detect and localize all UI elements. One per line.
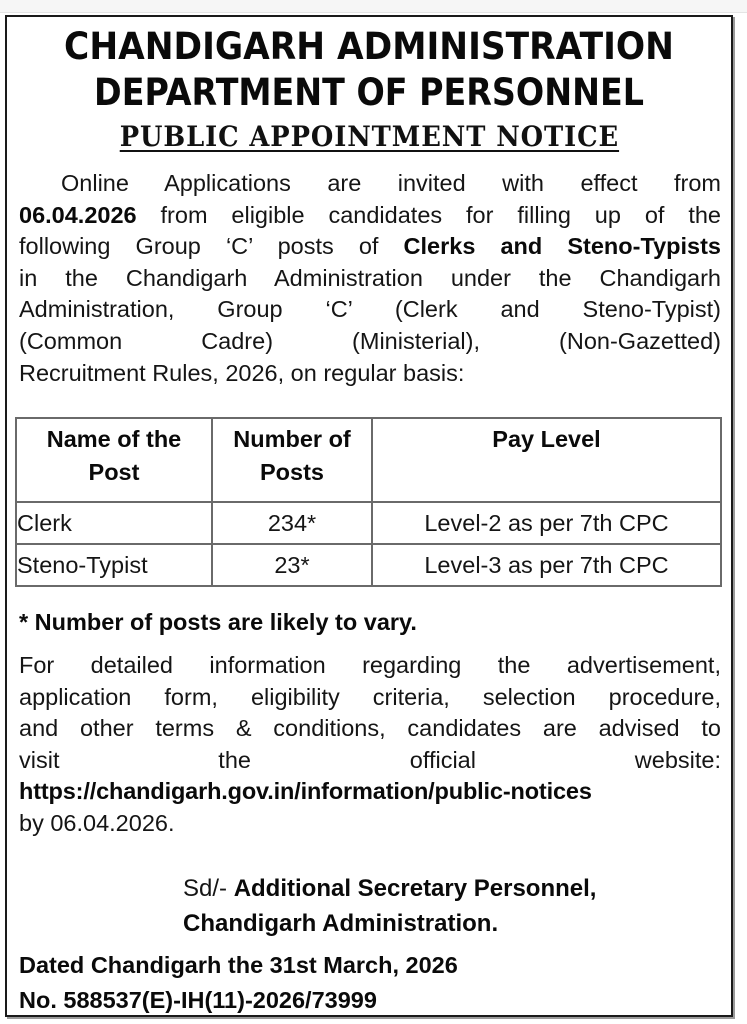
intro-line-6: (Common Cadre) (Ministerial), (Non-Gazetted) bbox=[19, 327, 721, 354]
intro-line-5: Administration, Group ‘C’ (Clerk and Steno-Typist) bbox=[19, 296, 721, 323]
details-paragraph bbox=[19, 650, 721, 840]
cell-post: Steno-Typist bbox=[16, 544, 212, 586]
cell-post: Clerk bbox=[16, 502, 212, 544]
dated-line: Dated Chandigarh the 31st March, 2026 bbox=[19, 952, 458, 978]
official-website-link[interactable]: https://chandigarh.gov.in/information/public-notices bbox=[19, 778, 592, 805]
footnote: * Number of posts are likely to vary. bbox=[19, 609, 417, 635]
cell-pay-level: Level-2 as per 7th CPC bbox=[372, 502, 721, 544]
intro-paragraph bbox=[19, 168, 721, 389]
header-post-name-l1: Name of the bbox=[46, 426, 182, 452]
header-number-l1: Number of bbox=[233, 426, 351, 452]
signature-prefix: Sd/- bbox=[183, 875, 234, 902]
header-organization: CHANDIGARH ADMINISTRATION bbox=[64, 25, 674, 68]
header-department: DEPARTMENT OF PERSONNEL bbox=[94, 71, 644, 114]
details-line-6: by 06.04.2026. bbox=[19, 809, 175, 836]
table-row bbox=[16, 544, 721, 586]
signature-line-1 bbox=[183, 875, 596, 903]
header-pay-level: Pay Level bbox=[372, 418, 721, 502]
intro-line-7: Recruitment Rules, 2026, on regular basis: bbox=[19, 359, 465, 386]
posts-highlight: Clerks and Steno-Typists bbox=[403, 233, 721, 260]
top-strip bbox=[0, 0, 747, 13]
header-post-name bbox=[16, 418, 212, 502]
notice-title-wrap bbox=[7, 120, 731, 153]
intro-line-2 bbox=[19, 200, 721, 232]
signatory-organization: Chandigarh Administration. bbox=[183, 910, 499, 937]
header-post-name-l2: Post bbox=[88, 459, 140, 485]
table-header-row bbox=[16, 418, 721, 502]
intro-text-3: following Group ‘C’ posts of bbox=[19, 233, 404, 260]
header-number-of-posts bbox=[212, 418, 372, 502]
intro-line-4: in the Chandigarh Administration under the Chandigarh bbox=[19, 264, 721, 291]
cell-pay-level: Level-3 as per 7th CPC bbox=[372, 544, 721, 586]
start-date: 06.04.2026 bbox=[19, 201, 137, 228]
table-row bbox=[16, 502, 721, 544]
details-line-3: and other terms & conditions, candidates are advised to bbox=[19, 715, 721, 742]
intro-text-2: from eligible candidates for filling up of the bbox=[136, 201, 721, 228]
notice-box bbox=[5, 15, 733, 1017]
cell-number: 23* bbox=[212, 544, 372, 586]
signatory-role: Additional Secretary Personnel, bbox=[233, 875, 597, 902]
details-line-4: visit the official website: bbox=[19, 746, 721, 773]
intro-text-1: Online Applications are invited with effect from bbox=[61, 170, 721, 196]
header-number-l2: Posts bbox=[260, 459, 324, 485]
posts-table bbox=[15, 417, 722, 587]
cell-number: 234* bbox=[212, 502, 372, 544]
intro-line-3 bbox=[19, 231, 721, 263]
reference-number: No. 588537(E)-IH(11)-2026/73999 bbox=[19, 987, 377, 1013]
details-line-2: application form, eligibility criteria, selection procedure, bbox=[19, 683, 721, 710]
details-line-1: For detailed information regarding the advertisement, bbox=[19, 652, 721, 678]
intro-line-1 bbox=[19, 168, 721, 200]
notice-title: PUBLIC APPOINTMENT NOTICE bbox=[119, 120, 619, 153]
